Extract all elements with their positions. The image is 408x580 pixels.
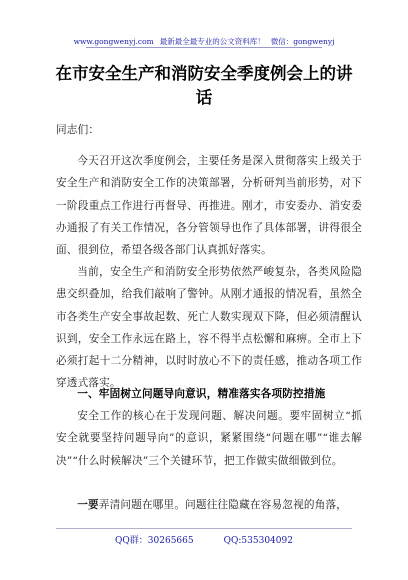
section-heading-1: 一、牢固树立问题导向意识，精准落实各项防控措施 [77,388,326,400]
paragraph-4-text: 弄清问题在哪里。问题往往隐藏在容易忽视的角落， [98,499,348,511]
paragraph-4-lead: 一要 [77,499,99,511]
header-wechat: 微信：gongwenyj [270,37,335,46]
footer-qq: QQ:535304092 [223,536,293,546]
paragraph-1: 今天召开这次季度例会，主要任务是深入贯彻落实上级关于安全生产和消防安全工作的决策部署，分析研判当前形势，对下一阶段重点工作进行再督导、再推进。刚才，市安委办、消安委办通报了有关工作情况，各分管领导也作了具体部署，讲得很全面、很到位，希望各级各部门认真抓好落实。 [56,155,362,257]
page-header [0,36,408,47]
paragraph-2: 当前，安全生产和消防安全形势依然严峻复杂，各类风险隐患交织叠加，给我们敲响了警钟。从刚才通报的情况看，虽然全市各类生产安全事故起数、死亡人数实现双下降，但必须清醒认识到，安全工作永远在路上，容不得半点松懈和麻痹。全市上下必须打起十二分精神，以时时放心不下的责任感，推动各项工作穿透式落实。 [56,266,362,390]
greeting: 同志们： [56,124,100,136]
header-slogan: 最新最全最专业的公文资料库！ [159,37,265,46]
footer-divider [56,528,352,529]
paragraph-4 [56,494,362,516]
header-divider [86,47,322,48]
page-footer [0,533,408,546]
document-title: 在市安全生产和消防安全季度例会上的讲话 [55,64,353,107]
footer-qq-group: QQ群：30265665 [115,536,194,546]
paragraph-3: 安全工作的核心在于发现问题、解决问题。要牢固树立“抓安全就要坚持问题导向”的意识，紧紧围绕“问题在哪”“谁去解决”“什么时候解决”三个关键环节，把工作做实做细做到位。 [56,410,362,467]
header-site-link[interactable]: www.gongwenyj.com [73,37,154,46]
